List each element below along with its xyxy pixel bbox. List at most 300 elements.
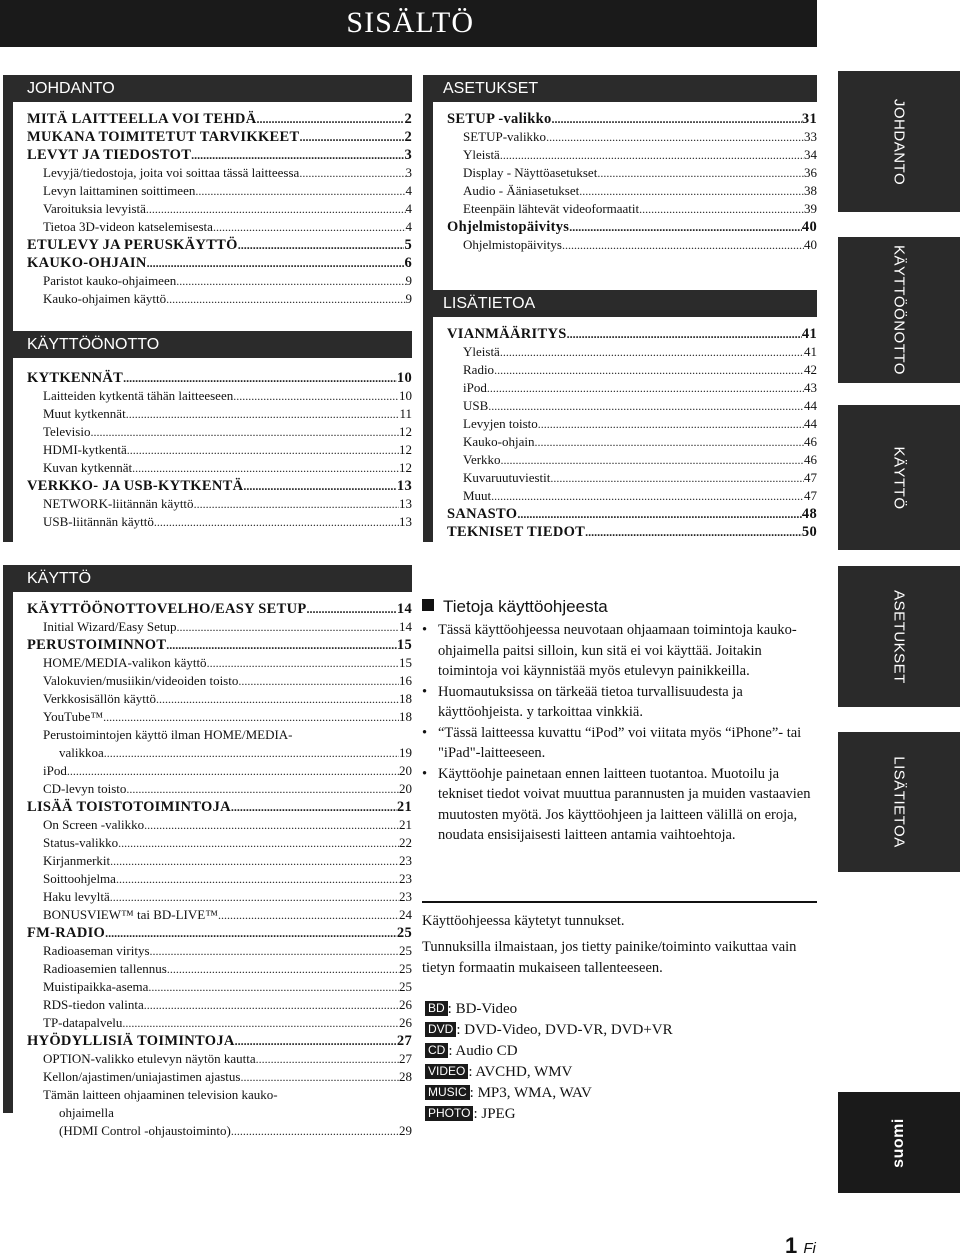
toc-entry-title: Audio - Ääniasetukset xyxy=(463,183,580,198)
toc-entry[interactable] xyxy=(13,690,412,708)
toc-entry-page: 21 xyxy=(399,817,412,832)
toc-leader-dots xyxy=(103,708,399,726)
toc-leader-dots xyxy=(567,325,802,343)
toc-entry[interactable] xyxy=(13,762,412,780)
toc-leader-dots xyxy=(67,762,399,780)
video-badge-icon: VIDEO xyxy=(425,1064,468,1079)
toc-entry[interactable] xyxy=(13,1068,412,1086)
toc-entry-page: 21 xyxy=(396,799,412,815)
toc-entry-page: 42 xyxy=(804,362,817,377)
symbol-row xyxy=(425,1041,673,1062)
toc-entry-title: Varoituksia levyistä xyxy=(43,201,146,216)
toc-entry[interactable] xyxy=(13,441,412,459)
toc-leader-dots xyxy=(177,618,399,636)
music-badge-icon: MUSIC xyxy=(425,1085,470,1100)
toc-leader-dots xyxy=(213,218,406,236)
tab-language-suomi[interactable] xyxy=(838,1092,960,1193)
toc-entry-title: iPod xyxy=(43,763,67,778)
toc-entry[interactable] xyxy=(433,200,817,218)
symbols-text: Tunnuksilla ilmaistaan, jos tietty painike/toiminto vaikuttaa vain tietyn formaatin mukaiseen tallenteeseen. xyxy=(422,939,797,976)
toc-leader-dots xyxy=(500,146,804,164)
toc-leader-dots xyxy=(256,110,404,128)
toc-leader-dots xyxy=(562,236,804,254)
toc-entry[interactable] xyxy=(13,1122,412,1140)
toc-entry-title: Muistipaikka-asema xyxy=(43,979,149,994)
toc-entry[interactable] xyxy=(13,960,412,978)
toc-entry[interactable] xyxy=(13,942,412,960)
toc-entry[interactable] xyxy=(13,726,412,744)
toc-entry-page: 48 xyxy=(801,506,817,522)
toc-entry-title: MUKANA TOIMITETUT TARVIKKEET xyxy=(27,129,300,145)
toc-entry-title: Muut xyxy=(463,488,492,503)
toc-entry[interactable] xyxy=(13,254,412,272)
toc-entry[interactable] xyxy=(13,236,412,254)
page-title-bar xyxy=(0,0,817,47)
section-left-top xyxy=(3,75,412,542)
toc-entry-title: Yleistä xyxy=(463,147,500,162)
toc-entry-title: Status-valikko xyxy=(43,835,119,850)
toc-leader-dots xyxy=(144,816,399,834)
toc-leader-dots xyxy=(156,690,399,708)
toc-entry-page: 25 xyxy=(399,961,412,976)
toc-leader-dots xyxy=(546,128,804,146)
toc-entry-page: 47 xyxy=(804,470,817,485)
toc-entry-page: 19 xyxy=(399,745,412,760)
toc-entry-page: 47 xyxy=(804,488,817,503)
toc-leader-dots xyxy=(127,441,399,459)
toc-entry[interactable] xyxy=(433,397,817,415)
toc-kayttoonotto xyxy=(13,369,412,531)
symbol-desc: : MP3, WMA, WAV xyxy=(469,1085,592,1101)
toc-entry-title: valikkoa xyxy=(59,745,104,760)
toc-entry-title: KAUKO-OHJAIN xyxy=(27,255,147,271)
toc-entry[interactable] xyxy=(13,405,412,423)
toc-entry[interactable] xyxy=(433,379,817,397)
toc-entry[interactable] xyxy=(13,182,412,200)
toc-leader-dots xyxy=(126,405,400,423)
toc-entry-page: 4 xyxy=(405,201,412,216)
toc-entry-page: 20 xyxy=(399,763,412,778)
toc-leader-dots xyxy=(146,200,406,218)
toc-leader-dots xyxy=(132,459,399,477)
toc-entry[interactable] xyxy=(13,798,412,816)
toc-leader-dots xyxy=(218,906,399,924)
toc-entry[interactable] xyxy=(13,744,412,762)
toc-entry-title: Kirjanmerkit xyxy=(43,853,111,868)
toc-entry-title: Haku levyltä xyxy=(43,889,110,904)
toc-entry-page: 9 xyxy=(405,291,412,306)
toc-entry[interactable] xyxy=(13,477,412,495)
toc-entry[interactable] xyxy=(433,415,817,433)
section-heading-lisatietoa: LISÄTIETOA xyxy=(423,290,817,317)
toc-entry[interactable] xyxy=(433,128,817,146)
toc-entry-page: 31 xyxy=(801,111,817,127)
info-bullet: • Huomautuksissa on tärkeää tietoa turvallisuudesta ja käyttöohjeista. y tarkoittaa vinkkiä. xyxy=(422,682,817,723)
toc-entry[interactable] xyxy=(13,654,412,672)
toc-entry-title: LISÄÄ TOISTOTOIMINTOJA xyxy=(27,799,231,815)
toc-entry-title: Perustoimintojen käyttö ilman HOME/MEDIA- xyxy=(43,727,293,742)
toc-entry[interactable] xyxy=(13,636,412,654)
toc-leader-dots xyxy=(123,369,397,387)
toc-leader-dots xyxy=(105,924,397,942)
toc-leader-dots xyxy=(534,433,804,451)
toc-leader-dots xyxy=(118,834,399,852)
toc-entry[interactable] xyxy=(433,182,817,200)
toc-entry[interactable] xyxy=(13,888,412,906)
symbol-desc: : JPEG xyxy=(473,1106,516,1122)
toc-leader-dots xyxy=(501,451,804,469)
toc-leader-dots xyxy=(166,290,405,308)
toc-entry-title: YouTube™ xyxy=(43,709,104,724)
toc-entry-page: 27 xyxy=(399,1051,412,1066)
toc-entry[interactable] xyxy=(13,290,412,308)
toc-entry[interactable] xyxy=(433,110,817,128)
toc-entry-title: Muut kytkennät xyxy=(43,406,126,421)
toc-entry-title: Valokuvien/musiikin/videoiden toisto xyxy=(43,673,239,688)
toc-entry[interactable] xyxy=(433,325,817,343)
toc-entry-title: VERKKO- JA USB-KYTKENTÄ xyxy=(27,478,244,494)
toc-entry-page: 27 xyxy=(396,1033,412,1049)
toc-entry-title: TEKNISET TIEDOT xyxy=(447,524,586,540)
toc-entry-title: Kauko-ohjain xyxy=(463,434,535,449)
toc-entry-title: USB-liitännän käyttö xyxy=(43,514,154,529)
toc-entry[interactable] xyxy=(13,906,412,924)
toc-johdanto xyxy=(13,110,412,308)
toc-entry[interactable] xyxy=(13,495,412,513)
toc-entry[interactable] xyxy=(13,146,412,164)
toc-entry-page: 40 xyxy=(801,219,817,235)
toc-leader-dots xyxy=(191,146,404,164)
square-bullet-icon xyxy=(422,599,434,611)
page-language: Fi xyxy=(803,1240,816,1257)
toc-leader-dots xyxy=(116,870,399,888)
toc-entry-page: 10 xyxy=(399,388,412,403)
toc-entry[interactable] xyxy=(13,1014,412,1032)
toc-leader-dots xyxy=(194,495,399,513)
toc-entry[interactable] xyxy=(13,1032,412,1050)
toc-entry-title: On Screen -valikko xyxy=(43,817,145,832)
info-title-text: Tietoja käyttöohjeesta xyxy=(443,597,608,616)
toc-entry-title: Radioaseman viritys xyxy=(43,943,150,958)
toc-entry-page: 44 xyxy=(804,416,817,431)
toc-entry[interactable] xyxy=(433,343,817,361)
toc-entry-page: 38 xyxy=(804,183,817,198)
toc-leader-dots xyxy=(148,978,399,996)
toc-leader-dots xyxy=(235,1032,397,1050)
tab-suomi-label: suomi xyxy=(890,1117,907,1168)
toc-entry-page: 23 xyxy=(399,853,412,868)
info-bullet: • “Tässä laitteessa kuvattu “iPod” voi viitata myös “iPhone”- tai "iPad"-laitteeseen. xyxy=(422,723,817,764)
section-kaytto xyxy=(3,565,412,1138)
toc-entry-page: 3 xyxy=(404,147,412,163)
toc-leader-dots xyxy=(238,236,405,254)
toc-entry-page: 18 xyxy=(399,691,412,706)
toc-entry[interactable] xyxy=(13,423,412,441)
toc-entry[interactable] xyxy=(13,1104,412,1122)
toc-entry[interactable] xyxy=(13,387,412,405)
toc-entry[interactable] xyxy=(433,487,817,505)
toc-entry-page: 18 xyxy=(399,709,412,724)
toc-leader-dots xyxy=(122,1014,399,1032)
toc-entry-page: 41 xyxy=(804,344,817,359)
symbol-row xyxy=(425,999,673,1020)
toc-entry-title: Ohjelmistopäivitys xyxy=(447,219,570,235)
toc-entry[interactable] xyxy=(13,218,412,236)
toc-leader-dots xyxy=(104,744,399,762)
toc-leader-dots xyxy=(585,523,802,541)
toc-entry-page: 15 xyxy=(396,637,412,653)
toc-leader-dots xyxy=(307,600,397,618)
toc-leader-dots xyxy=(597,164,804,182)
toc-entry-page: 46 xyxy=(804,434,817,449)
symbol-row xyxy=(425,1104,673,1125)
toc-entry-title: RDS-tiedon valinta xyxy=(43,997,144,1012)
toc-entry[interactable] xyxy=(13,272,412,290)
toc-entry-title: HYÖDYLLISIÄ TOIMINTOJA xyxy=(27,1033,235,1049)
toc-entry-title: ETULEVY JA PERUSKÄYTTÖ xyxy=(27,237,238,253)
toc-entry-page: 34 xyxy=(804,147,817,162)
symbol-desc: : BD-Video xyxy=(447,1001,518,1017)
toc-entry-page: 25 xyxy=(399,943,412,958)
toc-entry[interactable] xyxy=(13,780,412,798)
toc-entry-page: 5 xyxy=(404,237,412,253)
toc-leader-dots xyxy=(494,361,804,379)
toc-entry-page: 26 xyxy=(399,1015,412,1030)
toc-entry[interactable] xyxy=(433,505,817,523)
tab-lisatietoa-label: LISÄTIETOA xyxy=(890,756,908,848)
toc-entry[interactable] xyxy=(13,128,412,146)
info-title xyxy=(422,597,608,617)
section-heading-johdanto: JOHDANTO xyxy=(3,75,412,102)
page-number xyxy=(785,1233,816,1259)
toc-entry-title: KYTKENNÄT xyxy=(27,370,124,386)
toc-leader-dots xyxy=(569,218,802,236)
toc-entry[interactable] xyxy=(13,110,412,128)
toc-leader-dots xyxy=(538,415,804,433)
toc-entry-title: MITÄ LAITTEELLA VOI TEHDÄ xyxy=(27,111,257,127)
toc-leader-dots xyxy=(243,477,397,495)
toc-entry-page: 3 xyxy=(405,165,412,180)
toc-entry-page: 14 xyxy=(399,619,412,634)
toc-entry[interactable] xyxy=(13,513,412,531)
toc-entry-title: Kuvaruutuviestit xyxy=(463,470,551,485)
toc-entry[interactable] xyxy=(13,600,412,618)
toc-asetukset xyxy=(433,110,817,254)
toc-entry-page: 25 xyxy=(396,925,412,941)
toc-entry-title: Soittoohjelma xyxy=(43,871,116,886)
tab-lisatietoa[interactable] xyxy=(838,732,960,872)
toc-leader-dots xyxy=(552,110,802,128)
toc-entry-title: Paristot kauko-ohjaimeen xyxy=(43,273,177,288)
symbol-row xyxy=(425,1083,673,1104)
dvd-badge-icon: DVD xyxy=(425,1022,456,1037)
toc-leader-dots xyxy=(110,888,399,906)
toc-entry[interactable] xyxy=(13,870,412,888)
toc-leader-dots xyxy=(579,182,804,200)
toc-entry-page: 20 xyxy=(399,781,412,796)
toc-entry-title: Display - Näyttöasetukset xyxy=(463,165,598,180)
toc-entry[interactable] xyxy=(13,459,412,477)
toc-entry[interactable] xyxy=(13,996,412,1014)
toc-entry-page: 14 xyxy=(396,601,412,617)
toc-entry[interactable] xyxy=(13,1050,412,1068)
tab-johdanto[interactable] xyxy=(838,71,960,212)
toc-leader-dots xyxy=(90,423,399,441)
toc-entry-title: LEVYT JA TIEDOSTOT xyxy=(27,147,192,163)
toc-entry[interactable] xyxy=(433,433,817,451)
toc-entry[interactable] xyxy=(433,164,817,182)
toc-entry-page: 16 xyxy=(399,673,412,688)
toc-leader-dots xyxy=(150,942,399,960)
symbol-list xyxy=(425,999,673,1125)
toc-entry-page: 39 xyxy=(804,201,817,216)
toc-entry-page: 10 xyxy=(396,370,412,386)
symbol-row xyxy=(425,1062,673,1083)
toc-entry-page: 12 xyxy=(399,460,412,475)
toc-entry-page: 23 xyxy=(399,871,412,886)
bd-badge-icon: BD xyxy=(425,1001,448,1016)
toc-entry-page: 26 xyxy=(399,997,412,1012)
symbol-desc: : DVD-Video, DVD-VR, DVD+VR xyxy=(456,1022,673,1038)
toc-leader-dots xyxy=(166,636,397,654)
tab-kaytto-label: KÄYTTÖ xyxy=(890,445,908,510)
toc-entry[interactable] xyxy=(433,523,817,541)
toc-leader-dots xyxy=(639,200,804,218)
toc-entry-page: 12 xyxy=(399,424,412,439)
info-bullet: • Käyttöohje painetaan ennen laitteen tuotantoa. Muotoilu ja tekniset tiedot voivat muuttua parannusten ja muiden vastaavien muutosten myötä. Jos käyttöohjeen ja laitteen välillä on eroja, noudata ensisijaisesti laitteen antamia vaihtoehtoja. xyxy=(422,764,817,846)
toc-entry[interactable] xyxy=(13,164,412,182)
toc-entry-title: SETUP -valikko xyxy=(447,111,552,127)
toc-entry[interactable] xyxy=(13,618,412,636)
page-title: SISÄLTÖ xyxy=(346,6,474,39)
toc-entry-page: 4 xyxy=(405,219,412,234)
toc-entry-title: Tämän laitteen ohjaaminen television kauko- xyxy=(43,1087,278,1102)
toc-entry-page: 12 xyxy=(399,442,412,457)
toc-leader-dots xyxy=(488,397,804,415)
toc-leader-dots xyxy=(195,182,405,200)
toc-entry[interactable] xyxy=(433,451,817,469)
toc-entry-title: Kellon/ajastimen/uniajastimen ajastus xyxy=(43,1069,241,1084)
tab-johdanto-label: JOHDANTO xyxy=(890,98,908,185)
toc-entry-title: HDMI-kytkentä xyxy=(43,442,127,457)
toc-leader-dots xyxy=(154,513,399,531)
toc-entry-title: SANASTO xyxy=(447,506,518,522)
toc-entry[interactable] xyxy=(13,369,412,387)
toc-leader-dots xyxy=(176,272,405,290)
tab-kayttoonotto-label: KÄYTTÖÖNOTTO xyxy=(890,245,908,375)
divider xyxy=(422,901,817,903)
toc-entry-title: ohjaimella xyxy=(59,1105,114,1120)
toc-entry[interactable] xyxy=(13,708,412,726)
section-right-top xyxy=(423,75,817,542)
toc-entry-page: 22 xyxy=(399,835,412,850)
toc-entry-page: 9 xyxy=(405,273,412,288)
toc-entry-page: 44 xyxy=(804,398,817,413)
toc-entry[interactable] xyxy=(13,834,412,852)
toc-entry-title: Tietoa 3D-videon katselemisesta xyxy=(43,219,213,234)
toc-leader-dots xyxy=(207,654,399,672)
toc-entry[interactable] xyxy=(433,469,817,487)
toc-leader-dots xyxy=(240,1068,399,1086)
toc-entry-title: Eteenpäin lähtevät videoformaatit xyxy=(463,201,640,216)
toc-entry-page: 13 xyxy=(396,478,412,494)
toc-entry[interactable] xyxy=(13,924,412,942)
toc-entry-title: Verkko xyxy=(463,452,501,467)
toc-entry[interactable] xyxy=(13,852,412,870)
toc-entry-title: USB xyxy=(463,398,489,413)
toc-entry-page: 40 xyxy=(804,237,817,252)
toc-entry-title: Levyn laittaminen soittimeen xyxy=(43,183,196,198)
toc-entry-title: Levyjä/tiedostoja, joita voi soittaa tässä laitteessa xyxy=(43,165,300,180)
tab-asetukset-label: ASETUKSET xyxy=(890,589,908,684)
toc-entry-title: KÄYTTÖÖNOTTOVELHO/EASY SETUP xyxy=(27,601,307,617)
toc-entry[interactable] xyxy=(13,200,412,218)
toc-entry-title: Laitteiden kytkentä tähän laitteeseen xyxy=(43,388,234,403)
toc-entry[interactable] xyxy=(433,218,817,236)
toc-entry-title: NETWORK-liitännän käyttö xyxy=(43,496,194,511)
toc-entry-page: 43 xyxy=(804,380,817,395)
symbol-row xyxy=(425,1020,673,1041)
toc-entry-page: 25 xyxy=(399,979,412,994)
info-bullets xyxy=(422,620,817,846)
toc-entry[interactable] xyxy=(13,672,412,690)
tab-kaytto[interactable] xyxy=(838,405,960,550)
toc-entry-page: 33 xyxy=(804,129,817,144)
toc-entry-title: Initial Wizard/Easy Setup xyxy=(43,619,177,634)
toc-entry-title: (HDMI Control -ohjaustoiminto) xyxy=(59,1123,231,1138)
toc-entry[interactable] xyxy=(433,236,817,254)
symbols-heading: Käyttöohjeessa käytetyt tunnukset. xyxy=(422,913,625,929)
toc-entry-page: 46 xyxy=(804,452,817,467)
toc-entry-page: 36 xyxy=(804,165,817,180)
toc-entry-title: FM-RADIO xyxy=(27,925,106,941)
toc-entry-page: 28 xyxy=(399,1069,412,1084)
toc-leader-dots xyxy=(147,254,405,272)
tab-asetukset[interactable] xyxy=(838,566,960,707)
toc-leader-dots xyxy=(231,1122,399,1140)
toc-entry[interactable] xyxy=(433,146,817,164)
toc-entry-title: TP-datapalvelu xyxy=(43,1015,123,1030)
toc-entry-title: Radio xyxy=(463,362,495,377)
photo-badge-icon: PHOTO xyxy=(425,1106,473,1121)
toc-entry-title: Verkkosisällön käyttö xyxy=(43,691,157,706)
symbol-desc: : AVCHD, WMV xyxy=(468,1064,573,1080)
toc-entry-page: 2 xyxy=(404,111,412,127)
toc-leader-dots xyxy=(299,128,404,146)
toc-leader-dots xyxy=(238,672,399,690)
toc-entry-title: iPod xyxy=(463,380,487,395)
toc-kaytto xyxy=(13,600,412,1140)
toc-entry-page: 41 xyxy=(801,326,817,342)
toc-entry[interactable] xyxy=(433,361,817,379)
toc-entry-page: 23 xyxy=(399,889,412,904)
toc-leader-dots xyxy=(231,798,397,816)
toc-entry-title: Kauko-ohjaimen käyttö xyxy=(43,291,167,306)
toc-leader-dots xyxy=(144,996,399,1014)
toc-entry[interactable] xyxy=(13,816,412,834)
toc-leader-dots xyxy=(487,379,804,397)
symbol-desc: : Audio CD xyxy=(448,1043,518,1059)
toc-entry-page: 13 xyxy=(399,514,412,529)
toc-entry-page: 50 xyxy=(801,524,817,540)
tab-kayttoonotto[interactable] xyxy=(838,237,960,383)
toc-leader-dots xyxy=(517,505,802,523)
toc-leader-dots xyxy=(233,387,399,405)
toc-entry-page: 2 xyxy=(404,129,412,145)
toc-entry[interactable] xyxy=(13,978,412,996)
toc-entry[interactable] xyxy=(13,1086,412,1104)
section-heading-kayttoonotto: KÄYTTÖÖNOTTO xyxy=(3,331,412,358)
